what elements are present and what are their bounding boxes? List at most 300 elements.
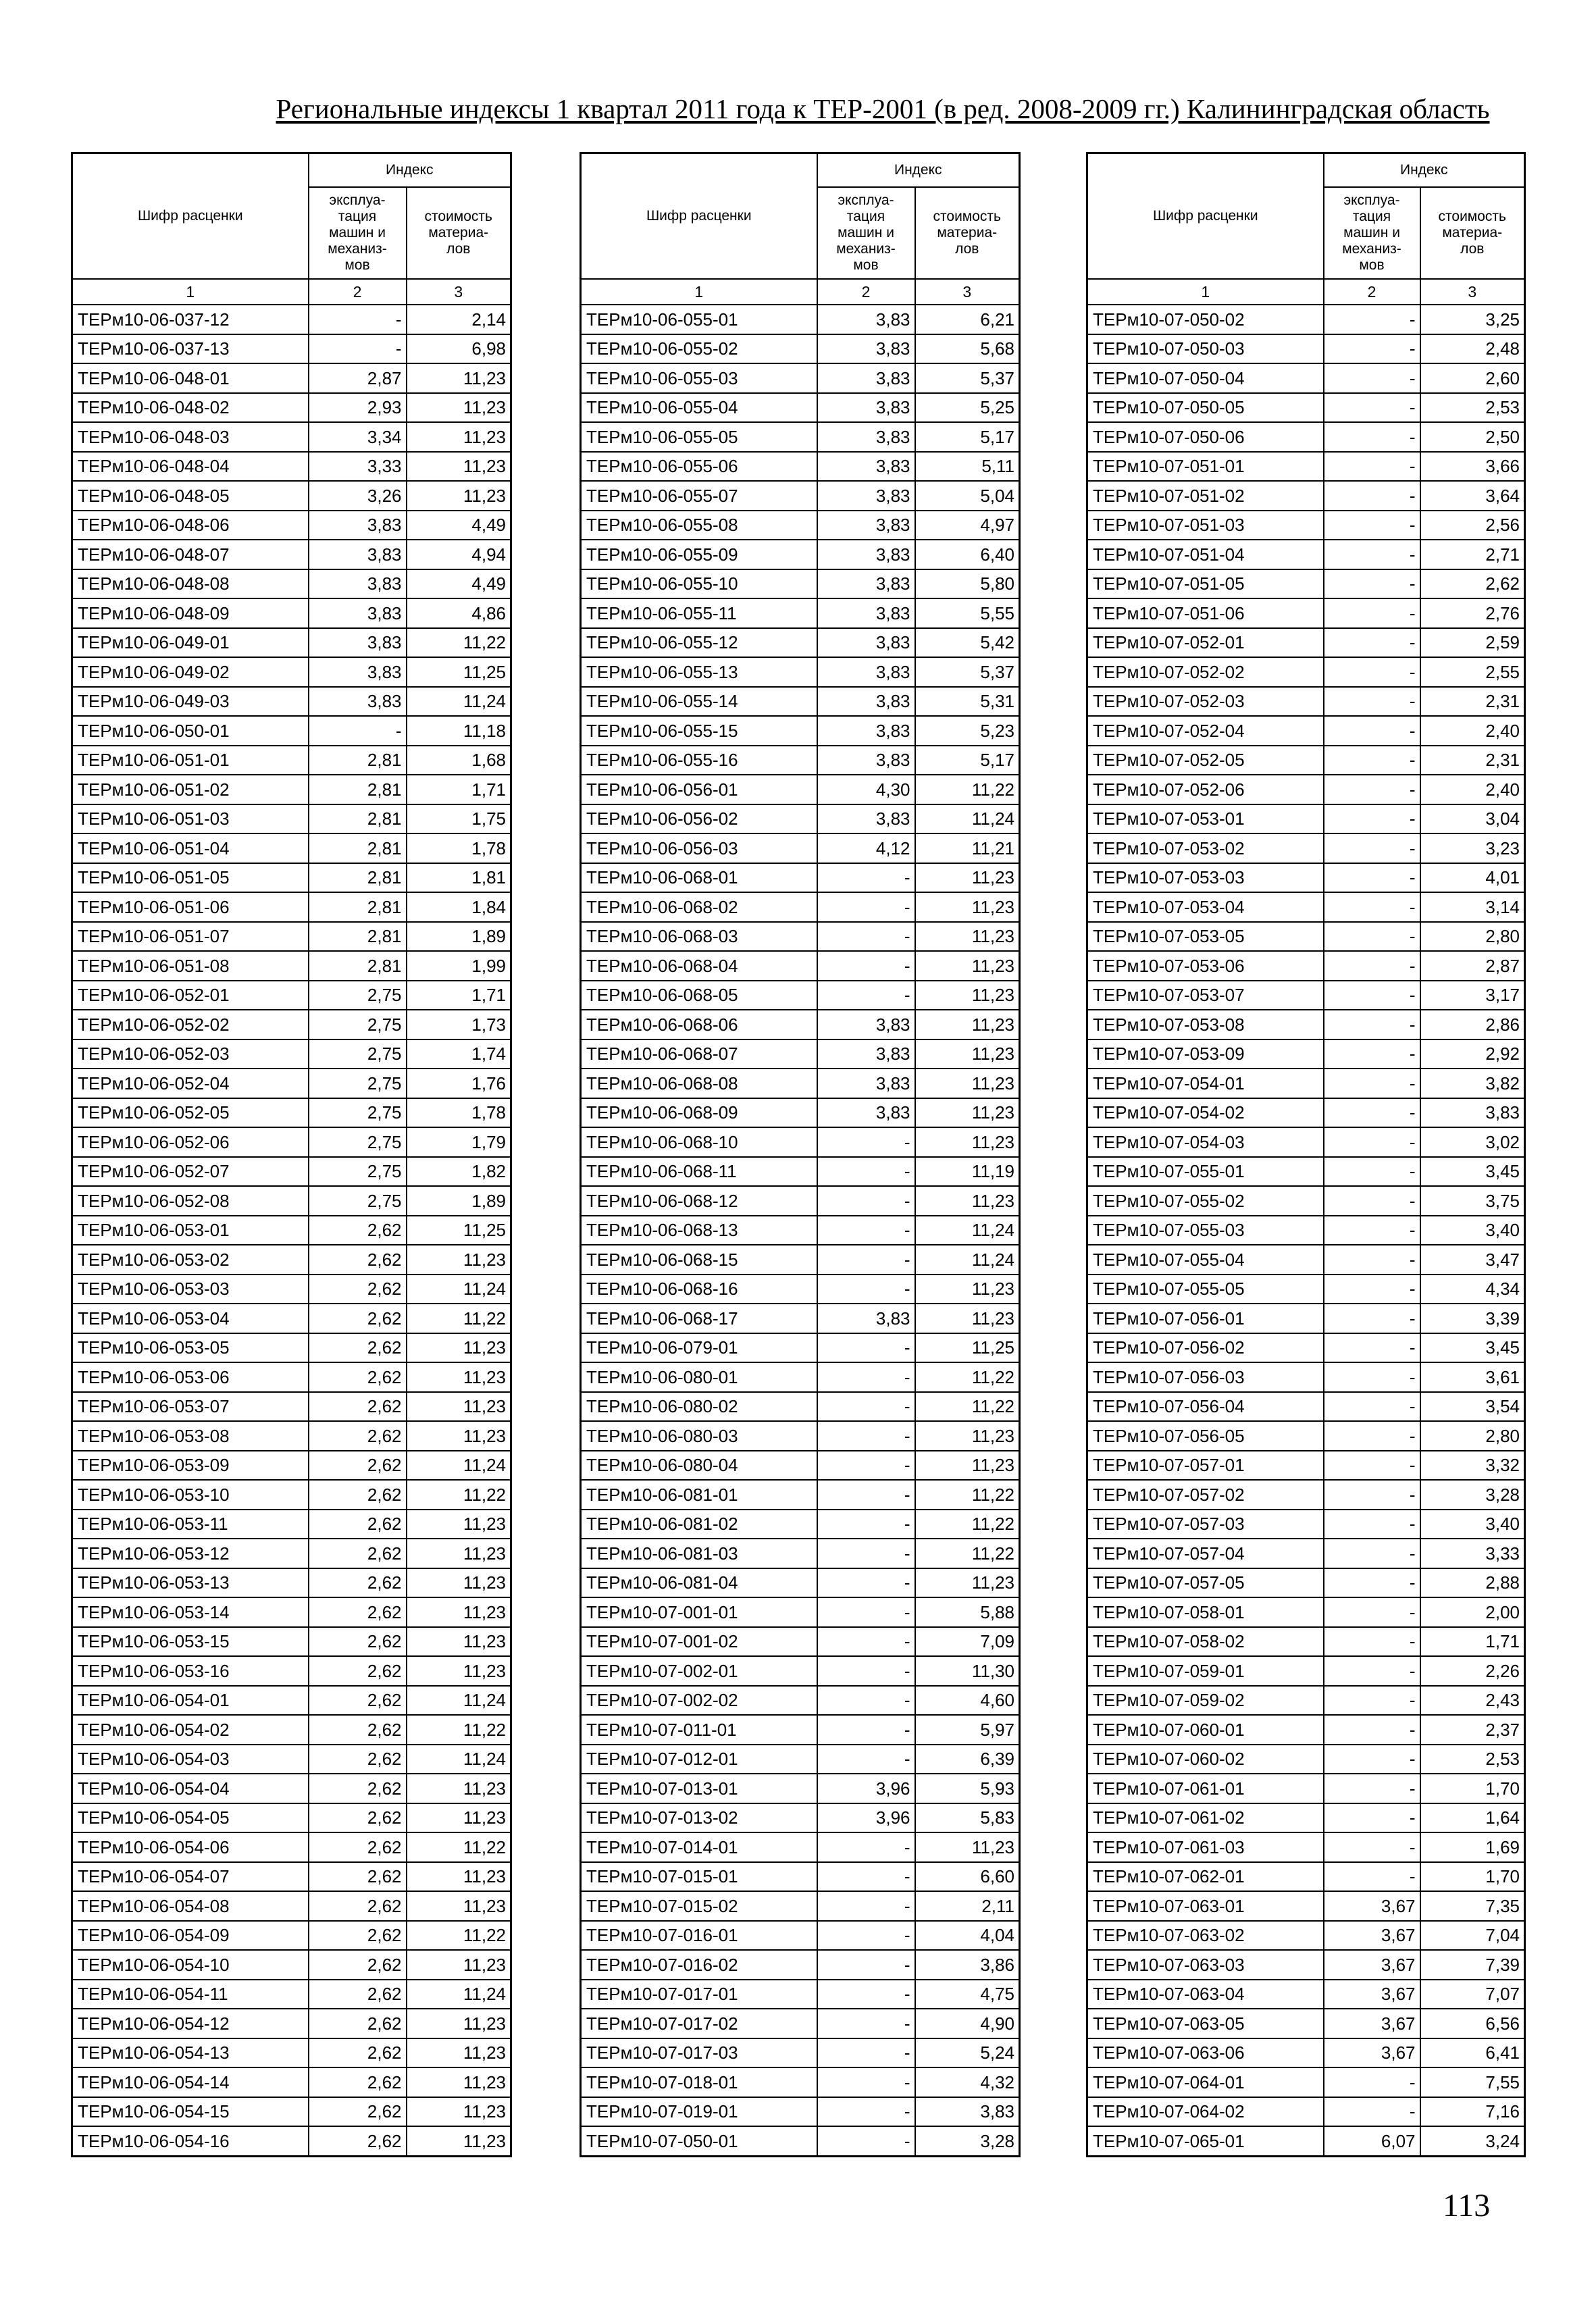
table-row — [581, 628, 1020, 658]
machines-index-cell: - — [817, 1627, 915, 1657]
materials-index-cell: 1,75 — [407, 804, 511, 834]
rate-code-cell: ТЕРм10-07-061-03 — [1087, 1832, 1324, 1862]
rate-code-cell: ТЕРм10-06-055-12 — [581, 628, 817, 658]
table-row — [72, 1980, 511, 2009]
table-row — [1087, 1950, 1525, 1980]
machines-index-cell: 2,62 — [309, 1656, 407, 1686]
machines-index-cell: 2,81 — [309, 804, 407, 834]
materials-index-cell: 11,24 — [407, 1686, 511, 1716]
rate-code-cell: ТЕРм10-07-052-01 — [1087, 628, 1324, 658]
machines-index-cell: 4,30 — [817, 775, 915, 804]
materials-index-cell: 4,49 — [407, 511, 511, 540]
materials-index-cell: 5,42 — [915, 628, 1020, 658]
materials-index-cell: 4,90 — [915, 2009, 1020, 2038]
table-row — [581, 363, 1020, 393]
table-row — [581, 1627, 1020, 1657]
machines-index-cell: 2,62 — [309, 2097, 407, 2127]
materials-index-cell: 2,53 — [1420, 393, 1525, 423]
machines-index-cell: 2,75 — [309, 1010, 407, 1039]
rate-code-cell: ТЕРм10-07-019-01 — [581, 2097, 817, 2127]
materials-index-cell: 11,22 — [407, 1304, 511, 1333]
materials-index-cell: 5,97 — [915, 1715, 1020, 1745]
materials-index-cell: 11,23 — [915, 1421, 1020, 1451]
table-row — [72, 981, 511, 1010]
materials-index-cell: 11,19 — [915, 1157, 1020, 1187]
rate-code-cell: ТЕРм10-06-053-10 — [72, 1480, 309, 1510]
rate-code-cell: ТЕРм10-07-016-01 — [581, 1921, 817, 1951]
machines-index-cell: 3,83 — [309, 598, 407, 628]
rate-code-cell: ТЕРм10-06-048-04 — [72, 452, 309, 482]
table-row — [1087, 2126, 1525, 2156]
materials-index-cell: 3,32 — [1420, 1451, 1525, 1481]
machines-index-cell: - — [309, 334, 407, 364]
rate-code-cell: ТЕРм10-06-055-03 — [581, 363, 817, 393]
machines-index-cell: - — [817, 1157, 915, 1187]
materials-index-cell: 3,14 — [1420, 892, 1525, 922]
table-row — [581, 804, 1020, 834]
table-row — [72, 1627, 511, 1657]
rate-code-cell: ТЕРм10-06-048-03 — [72, 422, 309, 452]
machines-index-cell: 2,62 — [309, 1245, 407, 1275]
rate-code-cell: ТЕРм10-06-081-02 — [581, 1510, 817, 1539]
machines-index-cell: 3,83 — [309, 511, 407, 540]
table-row — [72, 1686, 511, 1716]
table-row — [1087, 951, 1525, 981]
table-row — [581, 687, 1020, 717]
rate-code-cell: ТЕРм10-07-065-01 — [1087, 2126, 1324, 2156]
table-row — [1087, 1451, 1525, 1481]
materials-index-cell: 11,22 — [407, 1715, 511, 1745]
rate-code-cell: ТЕРм10-07-055-01 — [1087, 1157, 1324, 1187]
table-row — [581, 1950, 1020, 1980]
table-row — [72, 2038, 511, 2068]
index-group-header: Индекс — [309, 153, 511, 188]
machines-index-cell: - — [817, 2009, 915, 2038]
machines-index-cell: 2,62 — [309, 1862, 407, 1892]
machines-index-cell: 2,75 — [309, 1069, 407, 1098]
materials-index-cell: 2,87 — [1420, 951, 1525, 981]
rate-code-cell: ТЕРм10-07-058-01 — [1087, 1597, 1324, 1627]
materials-index-cell: 1,78 — [407, 833, 511, 863]
table-row — [581, 1304, 1020, 1333]
materials-index-cell: 3,28 — [915, 2126, 1020, 2156]
machines-index-cell: 2,81 — [309, 951, 407, 981]
materials-index-cell: 6,41 — [1420, 2038, 1525, 2068]
materials-index-cell: 1,79 — [407, 1127, 511, 1157]
rate-code-cell: ТЕРм10-06-053-15 — [72, 1627, 309, 1657]
materials-index-cell: 2,43 — [1420, 1686, 1525, 1716]
rate-code-cell: ТЕРм10-07-052-05 — [1087, 746, 1324, 775]
materials-index-cell: 1,64 — [1420, 1803, 1525, 1833]
machines-index-cell: - — [1324, 598, 1420, 628]
materials-index-cell: 4,86 — [407, 598, 511, 628]
materials-index-cell: 6,60 — [915, 1862, 1020, 1892]
materials-index-cell: 2,40 — [1420, 716, 1525, 746]
table-row — [72, 922, 511, 952]
materials-index-cell: 4,49 — [407, 569, 511, 599]
machines-index-cell: 2,62 — [309, 1275, 407, 1304]
column-number: 3 — [1420, 279, 1525, 305]
table-row — [72, 1098, 511, 1128]
materials-index-cell: 2,86 — [1420, 1010, 1525, 1039]
machines-index-cell: 2,62 — [309, 1333, 407, 1363]
table-row — [72, 746, 511, 775]
table-row — [1087, 1245, 1525, 1275]
machines-index-cell: - — [1324, 452, 1420, 482]
machines-index-cell: 2,81 — [309, 863, 407, 893]
materials-index-cell: 11,23 — [407, 1803, 511, 1833]
materials-index-cell: 2,92 — [1420, 1039, 1525, 1069]
table-row — [581, 1216, 1020, 1245]
rate-code-cell: ТЕРм10-07-052-04 — [1087, 716, 1324, 746]
materials-index-cell: 2,11 — [915, 1891, 1020, 1921]
materials-index-cell: 11,23 — [915, 1275, 1020, 1304]
table-row — [1087, 422, 1525, 452]
machines-index-cell: - — [817, 892, 915, 922]
materials-index-cell: 11,24 — [915, 1245, 1020, 1275]
rate-code-cell: ТЕРм10-06-053-04 — [72, 1304, 309, 1333]
rate-code-cell: ТЕРм10-06-068-10 — [581, 1127, 817, 1157]
rate-code-cell: ТЕРм10-07-063-03 — [1087, 1950, 1324, 1980]
materials-index-cell: 3,33 — [1420, 1539, 1525, 1568]
machines-index-cell: - — [817, 1745, 915, 1774]
machines-index-cell: 2,75 — [309, 1039, 407, 1069]
table-row — [1087, 1568, 1525, 1598]
rate-code-cell: ТЕРм10-07-050-03 — [1087, 334, 1324, 364]
table-row — [581, 1098, 1020, 1128]
rate-code-cell: ТЕРм10-07-060-02 — [1087, 1745, 1324, 1774]
materials-index-cell: 6,21 — [915, 305, 1020, 334]
rate-code-cell: ТЕРм10-06-053-01 — [72, 1216, 309, 1245]
machines-index-cell: 2,62 — [309, 1745, 407, 1774]
machines-index-cell: - — [1324, 746, 1420, 775]
materials-index-cell: 1,68 — [407, 746, 511, 775]
rate-code-cell: ТЕРм10-06-051-05 — [72, 863, 309, 893]
materials-index-cell: 3,04 — [1420, 804, 1525, 834]
machines-index-cell: 3,83 — [817, 746, 915, 775]
table-row — [581, 1539, 1020, 1568]
table-row — [72, 1421, 511, 1451]
materials-index-cell: 3,54 — [1420, 1392, 1525, 1422]
table-row — [1087, 1656, 1525, 1686]
rate-code-cell: ТЕРм10-06-054-09 — [72, 1921, 309, 1951]
rate-code-cell: ТЕРм10-06-079-01 — [581, 1333, 817, 1363]
materials-index-cell: 1,78 — [407, 1098, 511, 1128]
materials-index-cell: 1,84 — [407, 892, 511, 922]
machines-index-cell: - — [817, 863, 915, 893]
machines-index-cell: - — [1324, 1010, 1420, 1039]
machines-index-cell: - — [1324, 1392, 1420, 1422]
table-row — [1087, 775, 1525, 804]
rate-code-cell: ТЕРм10-06-050-01 — [72, 716, 309, 746]
materials-index-cell: 1,70 — [1420, 1862, 1525, 1892]
materials-index-cell: 2,48 — [1420, 334, 1525, 364]
price-index-table-3 — [1086, 152, 1526, 2157]
machines-index-cell: - — [1324, 2097, 1420, 2127]
machines-index-cell: - — [1324, 1774, 1420, 1803]
machines-index-cell: 3,83 — [817, 804, 915, 834]
table-row — [1087, 1333, 1525, 1363]
rate-code-cell: ТЕРм10-06-049-01 — [72, 628, 309, 658]
rate-code-cell: ТЕРм10-06-053-09 — [72, 1451, 309, 1481]
machines-index-cell: - — [1324, 775, 1420, 804]
rate-code-cell: ТЕРм10-06-055-14 — [581, 687, 817, 717]
machines-index-cell: 2,62 — [309, 1950, 407, 1980]
table-row — [72, 334, 511, 364]
materials-index-cell: 4,75 — [915, 1980, 1020, 2009]
machines-index-cell: 2,62 — [309, 1627, 407, 1657]
machines-index-cell: 2,62 — [309, 1304, 407, 1333]
machines-index-cell: - — [817, 2067, 915, 2097]
rate-code-cell: ТЕРм10-06-052-06 — [72, 1127, 309, 1157]
table-row — [72, 598, 511, 628]
table-row — [72, 1950, 511, 1980]
machines-index-cell: - — [1324, 863, 1420, 893]
table-row — [72, 1921, 511, 1951]
table-row — [581, 305, 1020, 334]
materials-index-cell: 4,01 — [1420, 863, 1525, 893]
rate-code-cell: ТЕРм10-07-050-04 — [1087, 363, 1324, 393]
materials-index-cell: 11,25 — [915, 1333, 1020, 1363]
rate-code-cell: ТЕРм10-06-080-02 — [581, 1392, 817, 1422]
machines-index-cell: - — [1324, 363, 1420, 393]
machines-index-cell: 3,83 — [817, 687, 915, 717]
rate-code-cell: ТЕРм10-07-013-01 — [581, 1774, 817, 1803]
rate-code-cell: ТЕРм10-07-011-01 — [581, 1715, 817, 1745]
column-number: 1 — [1087, 279, 1324, 305]
materials-index-cell: 11,24 — [915, 1216, 1020, 1245]
machines-index-cell: 2,62 — [309, 1832, 407, 1862]
machines-index-cell: - — [817, 1980, 915, 2009]
machines-index-cell: 2,75 — [309, 1098, 407, 1128]
rate-code-cell: ТЕРм10-06-048-02 — [72, 393, 309, 423]
table-row — [581, 1480, 1020, 1510]
machines-index-cell: 2,62 — [309, 2038, 407, 2068]
table-row — [581, 1832, 1020, 1862]
rate-code-cell: ТЕРм10-07-060-01 — [1087, 1715, 1324, 1745]
rate-code-cell: ТЕРм10-06-053-02 — [72, 1245, 309, 1275]
rate-code-cell: ТЕРм10-07-057-02 — [1087, 1480, 1324, 1510]
rate-code-cell: ТЕРм10-07-055-04 — [1087, 1245, 1324, 1275]
materials-index-cell: 11,23 — [407, 393, 511, 423]
machines-index-cell: 2,81 — [309, 892, 407, 922]
table-row — [1087, 716, 1525, 746]
materials-index-cell: 2,50 — [1420, 422, 1525, 452]
rate-code-cell: ТЕРм10-06-080-04 — [581, 1451, 817, 1481]
materials-index-cell: 3,17 — [1420, 981, 1525, 1010]
table-row — [1087, 1510, 1525, 1539]
rate-code-cell: ТЕРм10-06-080-01 — [581, 1362, 817, 1392]
table-row — [72, 863, 511, 893]
machines-index-cell: 2,62 — [309, 1539, 407, 1568]
table-row — [581, 1245, 1020, 1275]
machines-index-cell: - — [1324, 393, 1420, 423]
rate-code-cell: ТЕРм10-07-053-08 — [1087, 1010, 1324, 1039]
materials-index-cell: 11,22 — [407, 1921, 511, 1951]
materials-index-cell: 11,23 — [407, 1950, 511, 1980]
table-row — [1087, 1597, 1525, 1627]
materials-index-cell: 2,40 — [1420, 775, 1525, 804]
table-row — [1087, 363, 1525, 393]
table-row — [72, 1039, 511, 1069]
rate-code-cell: ТЕРм10-07-056-05 — [1087, 1421, 1324, 1451]
materials-index-cell: 11,22 — [915, 1480, 1020, 1510]
machines-index-cell: - — [1324, 922, 1420, 952]
materials-index-cell: 6,98 — [407, 334, 511, 364]
rate-code-cell: ТЕРм10-07-052-03 — [1087, 687, 1324, 717]
materials-index-cell: 5,93 — [915, 1774, 1020, 1803]
table-row — [581, 1157, 1020, 1187]
table-row — [1087, 1275, 1525, 1304]
table-row — [1087, 1127, 1525, 1157]
rate-code-cell: ТЕРм10-06-055-07 — [581, 481, 817, 511]
rate-code-cell: ТЕРм10-07-061-01 — [1087, 1774, 1324, 1803]
materials-index-cell: 11,23 — [407, 2038, 511, 2068]
materials-index-cell: 2,76 — [1420, 598, 1525, 628]
table-row — [72, 1186, 511, 1216]
rate-code-cell: ТЕРм10-06-052-01 — [72, 981, 309, 1010]
table-row — [1087, 1774, 1525, 1803]
materials-index-cell: 11,23 — [407, 2067, 511, 2097]
rate-code-cell: ТЕРм10-06-055-16 — [581, 746, 817, 775]
table-row — [72, 1333, 511, 1363]
table-body — [1087, 305, 1525, 2156]
table-row — [72, 1539, 511, 1568]
column-number: 2 — [309, 279, 407, 305]
index-group-header: Индекс — [817, 153, 1020, 188]
rate-code-cell: ТЕРм10-07-052-06 — [1087, 775, 1324, 804]
rate-code-cell: ТЕРм10-06-049-03 — [72, 687, 309, 717]
materials-index-cell: 3,40 — [1420, 1216, 1525, 1245]
materials-index-cell: 1,81 — [407, 863, 511, 893]
rate-code-cell: ТЕРм10-07-013-02 — [581, 1803, 817, 1833]
rate-code-cell: ТЕРм10-07-063-06 — [1087, 2038, 1324, 2068]
materials-index-cell: 11,23 — [407, 2009, 511, 2038]
table-row — [581, 1333, 1020, 1363]
machines-index-cell: 2,62 — [309, 2067, 407, 2097]
machines-index-cell: 2,62 — [309, 2009, 407, 2038]
rate-code-cell: ТЕРм10-06-055-01 — [581, 305, 817, 334]
rate-code-cell: ТЕРм10-06-048-07 — [72, 540, 309, 569]
rate-code-cell: ТЕРм10-07-001-01 — [581, 1597, 817, 1627]
materials-index-cell: 4,97 — [915, 511, 1020, 540]
table-row — [72, 1774, 511, 1803]
rate-code-cell: ТЕРм10-07-062-01 — [1087, 1862, 1324, 1892]
materials-index-cell: 11,23 — [407, 1333, 511, 1363]
machines-index-cell: - — [817, 981, 915, 1010]
rate-code-cell: ТЕРм10-07-017-01 — [581, 1980, 817, 2009]
table-row — [72, 305, 511, 334]
machines-index-cell: 2,62 — [309, 1510, 407, 1539]
materials-index-cell: 5,31 — [915, 687, 1020, 717]
materials-index-cell: 11,24 — [407, 1451, 511, 1481]
table-row — [1087, 1832, 1525, 1862]
materials-index-cell: 2,31 — [1420, 687, 1525, 717]
rate-code-cell: ТЕРм10-06-068-01 — [581, 863, 817, 893]
table-row — [72, 1157, 511, 1187]
rate-code-cell: ТЕРм10-06-068-05 — [581, 981, 817, 1010]
materials-index-cell: 11,22 — [915, 1510, 1020, 1539]
rate-code-cell: ТЕРм10-07-057-05 — [1087, 1568, 1324, 1598]
machines-index-cell: 2,62 — [309, 1715, 407, 1745]
table-row — [72, 775, 511, 804]
rate-code-cell: ТЕРм10-06-068-08 — [581, 1069, 817, 1098]
rate-code-cell: ТЕРм10-07-054-02 — [1087, 1098, 1324, 1128]
machines-index-cell: - — [1324, 1421, 1420, 1451]
materials-index-cell: 6,56 — [1420, 2009, 1525, 2038]
machines-index-cell: - — [1324, 1480, 1420, 1510]
table-row — [72, 1069, 511, 1098]
rate-code-cell: ТЕРм10-07-051-03 — [1087, 511, 1324, 540]
machines-index-cell: - — [1324, 1098, 1420, 1128]
machines-index-cell: - — [1324, 569, 1420, 599]
materials-index-cell: 3,66 — [1420, 452, 1525, 482]
rate-code-cell: ТЕРм10-07-057-03 — [1087, 1510, 1324, 1539]
materials-index-cell: 11,23 — [407, 2097, 511, 2127]
materials-index-cell: 5,80 — [915, 569, 1020, 599]
table-row — [581, 540, 1020, 569]
machines-index-cell: - — [817, 951, 915, 981]
materials-index-cell: 11,24 — [407, 1980, 511, 2009]
materials-index-cell: 3,45 — [1420, 1333, 1525, 1363]
table-row — [72, 892, 511, 922]
machines-index-cell: - — [309, 716, 407, 746]
table-row — [581, 2038, 1020, 2068]
rate-code-cell: ТЕРм10-06-054-07 — [72, 1862, 309, 1892]
table-row — [1087, 511, 1525, 540]
rate-code-cell: ТЕРм10-07-051-02 — [1087, 481, 1324, 511]
materials-index-cell: 11,23 — [915, 1098, 1020, 1128]
table-row — [581, 1686, 1020, 1716]
materials-index-cell: 2,14 — [407, 305, 511, 334]
rate-code-cell: ТЕРм10-06-052-07 — [72, 1157, 309, 1187]
materials-index-cell: 3,47 — [1420, 1245, 1525, 1275]
machines-index-cell: 2,62 — [309, 1597, 407, 1627]
machines-index-cell: 2,62 — [309, 1980, 407, 2009]
table-row — [72, 422, 511, 452]
machines-index-cell: 3,67 — [1324, 1921, 1420, 1951]
rate-code-cell: ТЕРм10-07-053-09 — [1087, 1039, 1324, 1069]
machines-index-cell: - — [1324, 804, 1420, 834]
machines-index-cell: 3,67 — [1324, 2009, 1420, 2038]
materials-index-cell: 2,00 — [1420, 1597, 1525, 1627]
rate-code-cell: ТЕРм10-06-055-15 — [581, 716, 817, 746]
materials-index-cell: 11,24 — [915, 804, 1020, 834]
table-row — [1087, 2067, 1525, 2097]
rate-code-cell: ТЕРм10-07-051-06 — [1087, 598, 1324, 628]
table-row — [1087, 1539, 1525, 1568]
table-row — [581, 1362, 1020, 1392]
rate-code-cell: ТЕРм10-07-016-02 — [581, 1950, 817, 1980]
materials-index-cell: 11,23 — [407, 2126, 511, 2156]
rate-code-cell: ТЕРм10-07-053-07 — [1087, 981, 1324, 1010]
table-row — [72, 1803, 511, 1833]
materials-index-cell: 11,22 — [407, 628, 511, 658]
machines-index-cell: - — [817, 1245, 915, 1275]
price-index-table-1 — [71, 152, 512, 2157]
rate-code-cell: ТЕРм10-07-015-02 — [581, 1891, 817, 1921]
rate-code-cell: ТЕРм10-06-037-13 — [72, 334, 309, 364]
table-row — [1087, 1362, 1525, 1392]
machines-index-cell: - — [1324, 1686, 1420, 1716]
rate-code-cell: ТЕРм10-06-053-16 — [72, 1656, 309, 1686]
materials-index-cell: 3,75 — [1420, 1186, 1525, 1216]
materials-index-cell: 1,82 — [407, 1157, 511, 1187]
table-row — [581, 1069, 1020, 1098]
materials-index-cell: 4,94 — [407, 540, 511, 569]
table-row — [72, 1568, 511, 1598]
table-row — [1087, 569, 1525, 599]
